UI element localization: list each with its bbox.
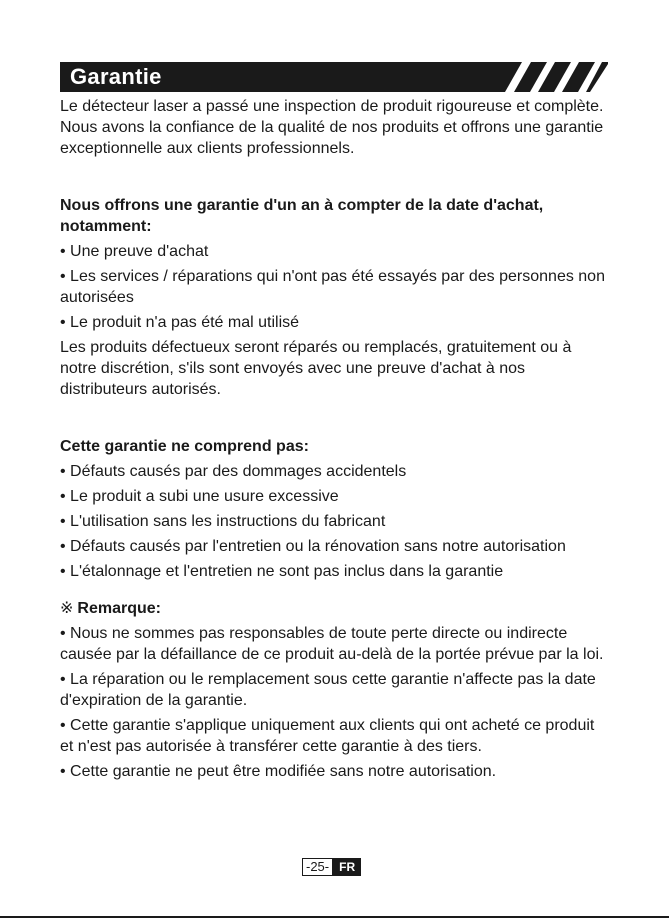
list-item: • Défauts causés par l'entretien ou la rénovation sans notre autorisation — [60, 538, 566, 555]
list-item: • Défauts causés par des dommages accidentels — [60, 463, 407, 480]
list-item: • Une preuve d'achat — [60, 243, 209, 260]
page-number: -25- — [302, 858, 333, 876]
list-item: • Le produit n'a pas été mal utilisé — [60, 314, 300, 331]
note-heading-label: Remarque: — [77, 600, 161, 617]
list-item: • Cette garantie s'applique uniquement aux clients qui ont acheté ce produit et n'est pas autorisée à transférer cette garantie à des tiers. — [60, 717, 595, 755]
page-footer — [302, 858, 361, 876]
warranty-heading: Nous offrons une garantie d'un an à compter de la date d'achat, notamment: — [60, 197, 544, 235]
list-item: • Cette garantie ne peut être modifiée sans notre autorisation. — [60, 763, 497, 780]
list-item: • L'étalonnage et l'entretien ne sont pas inclus dans la garantie — [60, 563, 504, 580]
section-header-bar — [60, 62, 608, 92]
intro-paragraph: Le détecteur laser a passé une inspection de produit rigoureuse et complète. Nous avons la confiance de la qualité de nos produits et offrons une garantie exceptionnelle aux clients professionnels. — [60, 98, 604, 157]
bottom-divider — [0, 916, 669, 918]
list-item: • La réparation ou le remplacement sous cette garantie n'affecte pas la date d'expiration de la garantie. — [60, 671, 596, 709]
reference-mark-icon: ※ — [60, 600, 74, 617]
exclusions-heading: Cette garantie ne comprend pas: — [60, 438, 309, 455]
document-body — [60, 96, 608, 782]
page-title: Garantie — [70, 64, 162, 89]
language-badge: FR — [333, 858, 361, 876]
note-heading — [60, 598, 608, 619]
list-item: • Les services / réparations qui n'ont pas été essayés par des personnes non autorisées — [60, 268, 605, 306]
list-item: • Nous ne sommes pas responsables de toute perte directe ou indirecte causée par la défaillance de ce produit au-delà de la portée prévue par la loi. — [60, 625, 604, 663]
warranty-closing-paragraph: Les produits défectueux seront réparés ou remplacés, gratuitement ou à notre discrétion, s'ils sont envoyés avec une preuve d'achat à nos distributeurs autorisés. — [60, 339, 572, 398]
list-item: • L'utilisation sans les instructions du fabricant — [60, 513, 386, 530]
list-item: • Le produit a subi une usure excessive — [60, 488, 339, 505]
